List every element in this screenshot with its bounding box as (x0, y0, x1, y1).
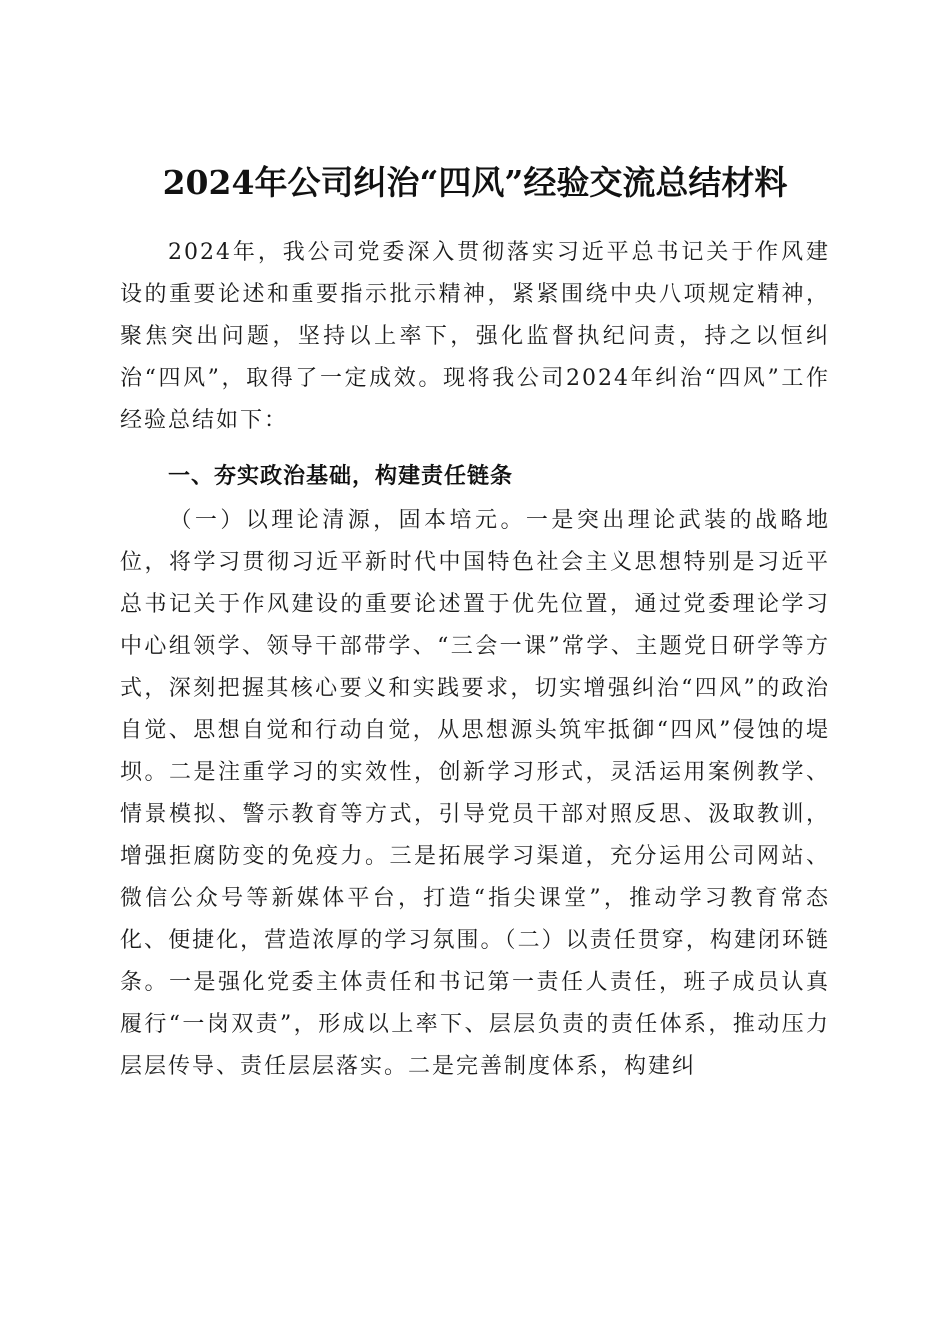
section-1-heading: 一、夯实政治基础，构建责任链条 (168, 464, 514, 489)
document-title: 2024年公司纠治“四风”经验交流总结材料 (162, 163, 788, 203)
section-1-body-text: （一）以理论清源，固本培元。一是突出理论武装的战略地位，将学习贯彻习近平新时代中国特色社会主义思想特别是习近平总书记关于作风建设的重要论述置于优先位置，通过党委理论学习中心组领学、领导干部带学、“三会一课”常学、主题党日研学等方式，深刻把握其核心要义和实践要求，切实增强纠治“四风”的政治自觉、思想自觉和行动自觉，从思想源头筑牢抵御“四风”侵蚀的堤坝。二是注重学习的实效性，创新学习形式，灵活运用案例教学、情景模拟、警示教育等方式，引导党员干部对照反思、汲取教训，增强拒腐防变的免疫力。三是拓展学习渠道，充分运用公司网站、微信公众号等新媒体平台，打造“指尖课堂”，推动学习教育常态化、便捷化，营造浓厚的学习氛围。（二）以责任贯穿，构建闭环链条。一是强化党委主体责任和书记第一责任人责任，班子成员认真履行“一岗双责”，形成以上率下、层层负责的责任体系，推动压力层层传导、责任层层落实。二是完善制度体系，构建纠 (120, 508, 830, 1079)
section-1-body-paragraph (120, 500, 830, 1088)
intro-text: 2024年，我公司党委深入贯彻落实习近平总书记关于作风建设的重要论述和重要指示批示精神，紧紧围绕中央八项规定精神，聚焦突出问题，坚持以上率下，强化监督执纪问责，持之以恒纠治“四风”，取得了一定成效。现将我公司2024年纠治“四风”工作经验总结如下： (120, 240, 830, 433)
intro-paragraph (120, 232, 830, 442)
